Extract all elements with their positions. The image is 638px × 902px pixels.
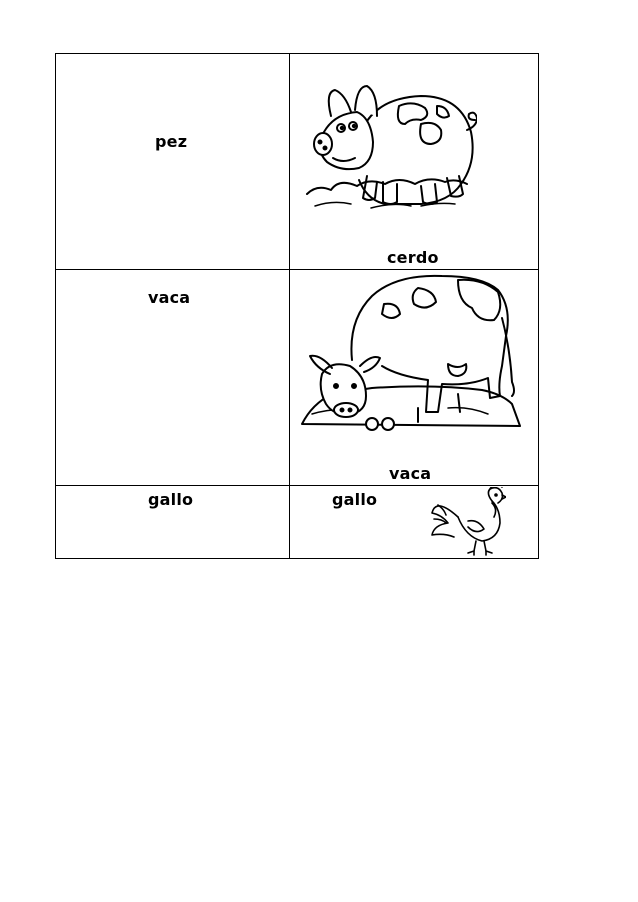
row-1-right-caption: cerdo	[387, 248, 439, 267]
cow-drawing	[298, 274, 524, 440]
row-divider	[56, 269, 538, 270]
row-divider	[56, 485, 538, 486]
column-divider	[289, 54, 290, 558]
pig-drawing	[301, 82, 477, 216]
row-1-left-word: pez	[155, 132, 188, 151]
rooster-drawing	[428, 487, 506, 559]
word-picture-table	[55, 53, 539, 559]
row-2-left-word: vaca	[148, 288, 191, 307]
row-3-left-word: gallo	[148, 490, 194, 509]
row-3-right-caption: gallo	[332, 490, 378, 509]
row-2-right-caption: vaca	[389, 464, 432, 483]
